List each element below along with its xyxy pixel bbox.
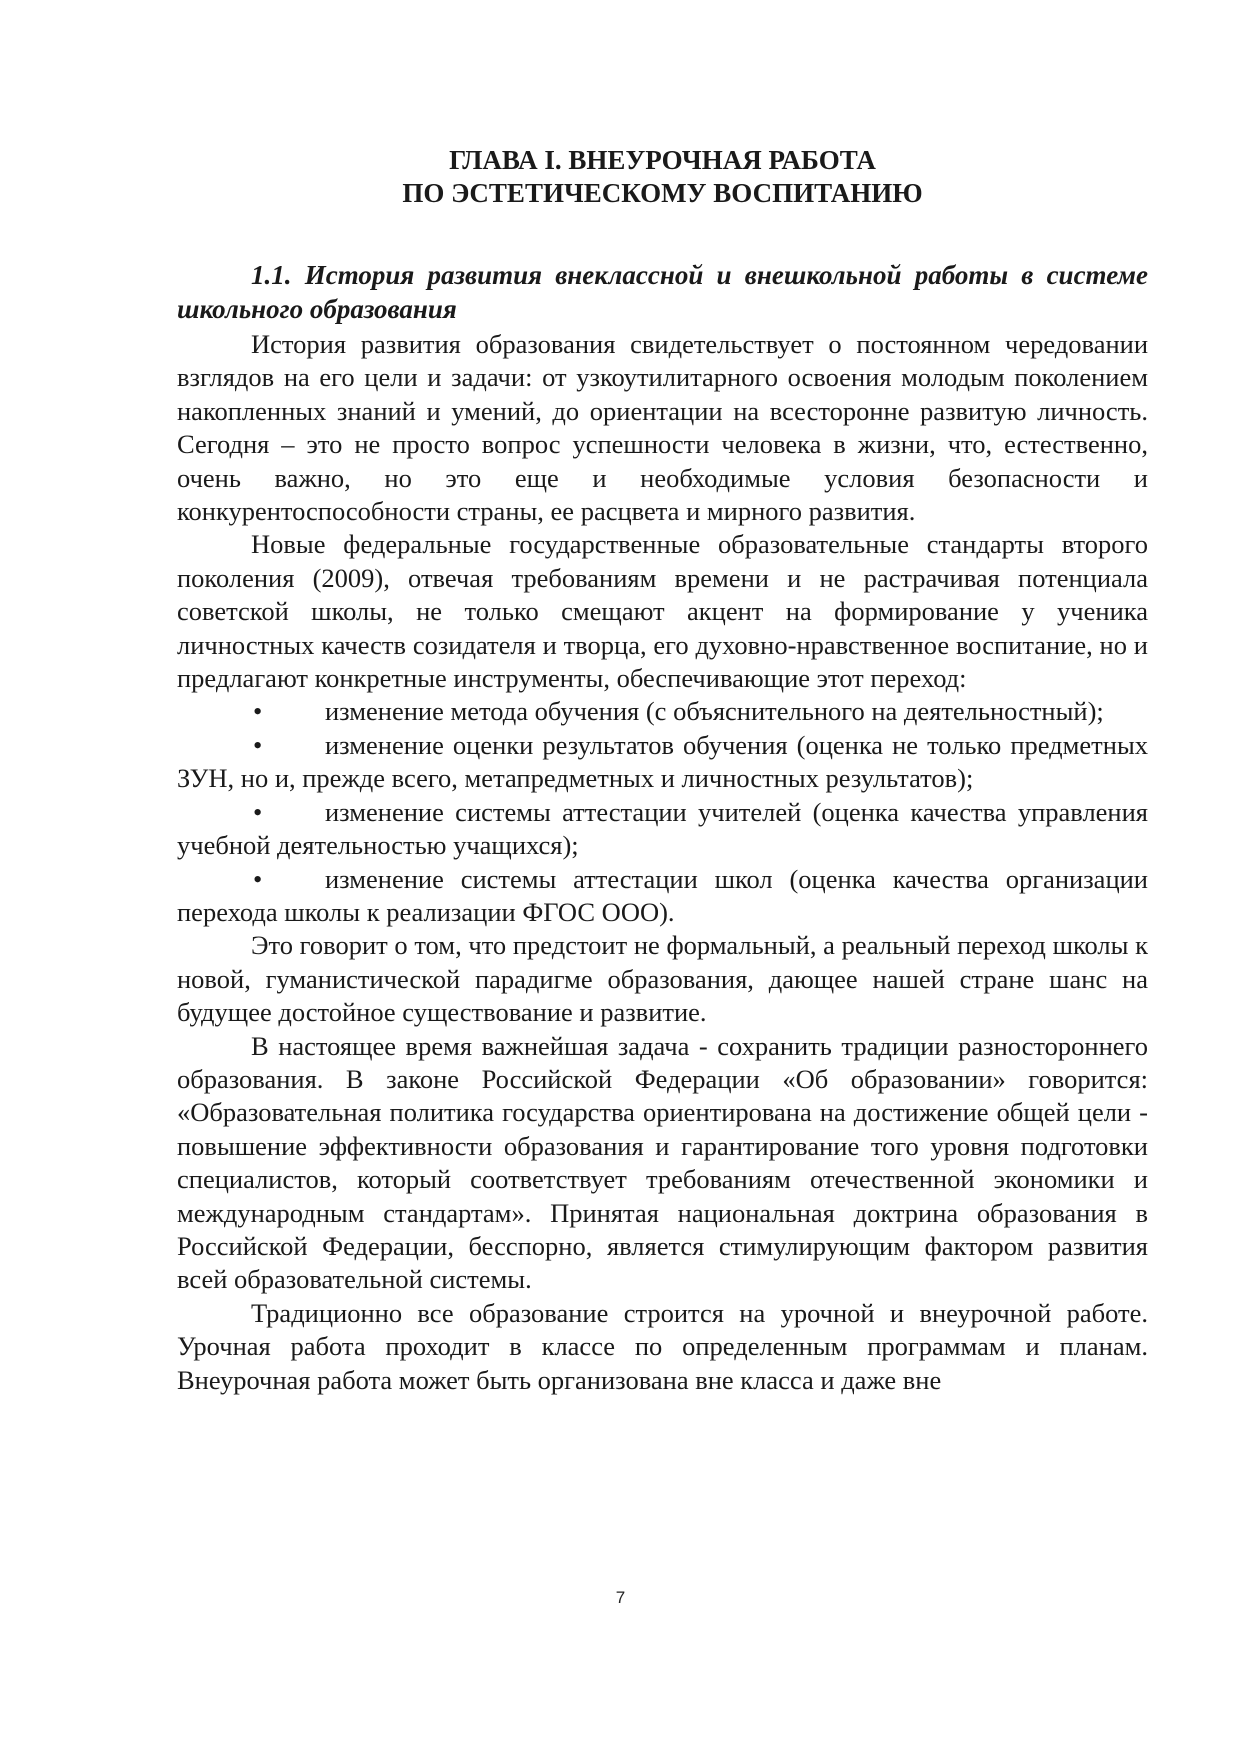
chapter-title-line-1: ГЛАВА I. ВНЕУРОЧНАЯ РАБОТА (449, 145, 876, 175)
list-item-text: изменение системы аттестации школ (оценка качества организации перехода школы к реализации ФГОС ООО). (177, 863, 1148, 927)
paragraph-2: Новые федеральные государственные образовательные стандарты второго поколения (2009), отвечая требованиям времени и не растрачивая потенциала советской школы, не только смещают акцент на формирование у ученика личностных качеств созидателя и творца, его духовно-нравственное воспитание, но и предлагают конкретные инструменты, обеспечивающие этот переход: (177, 529, 1148, 694)
list-item-text: изменение системы аттестации учителей (оценка качества управления учебной деятельностью учащихся); (177, 796, 1148, 861)
bullet-mark: • (253, 729, 263, 760)
bullet-mark: • (253, 796, 263, 827)
chapter-title (177, 144, 1148, 210)
bullet-mark: • (253, 863, 263, 894)
paragraph-1: История развития образования свидетельствует о постоянном чередовании взглядов на его цели и задачи: от узкоутилитарного освоения молодым поколением накопленных знаний и умений, до ориентации на всесторонне развитую личность. Сегодня – это не просто вопрос успешности человека в жизни, что, естественно, очень важно, но это еще и необходимые условия безопасности и конкурентоспособности страны, ее расцвета и мирного развития. (177, 329, 1148, 527)
body-text (177, 328, 1148, 1397)
section-title-text: 1.1. История развития внеклассной и внешкольной работы в системе школьного образования (177, 260, 1148, 324)
list-item-text: изменение оценки результатов обучения (оценка не только предметных ЗУН, но и, прежде всего, метапредметных и личностных результатов); (177, 729, 1148, 794)
list-item (177, 729, 1148, 796)
list-item-text: изменение метода обучения (с объяснительного на деятельностный); (325, 696, 1104, 727)
paragraph-4: В настоящее время важнейшая задача - сохранить традиции разностороннего образования. В законе Российской Федерации «Об образовании» говорится: «Образовательная политика государства ориентирована на достижение общей цели - повышение эффективности образования и гарантирование того уровня подготовки специалистов, который соответствует требованиям отечественной экономики и международным стандартам». Принятая национальная доктрина образования в Российской Федерации, бесспорно, является стимулирующим фактором развития всей образовательной системы. (177, 1030, 1148, 1295)
list-item (177, 796, 1148, 863)
list-item (177, 695, 1148, 728)
page-number: 7 (615, 1588, 626, 1607)
list-item (177, 863, 1148, 930)
paragraph-3: Это говорит о том, что предстоит не формальный, а реальный переход школы к новой, гуманистической парадигме образования, дающее нашей стране шанс на будущее достойное существование и развитие. (177, 930, 1148, 1028)
paragraph-5: Традиционно все образование строится на урочной и внеурочной работе. Урочная работа проходит в классе по определенным программам и планам. Внеурочная работа может быть организована вне класса и даже вне (177, 1297, 1148, 1395)
bullet-mark: • (253, 696, 263, 727)
section-title (177, 259, 1148, 326)
chapter-title-line-2: ПО ЭСТЕТИЧЕСКОМУ ВОСПИТАНИЮ (402, 178, 923, 208)
